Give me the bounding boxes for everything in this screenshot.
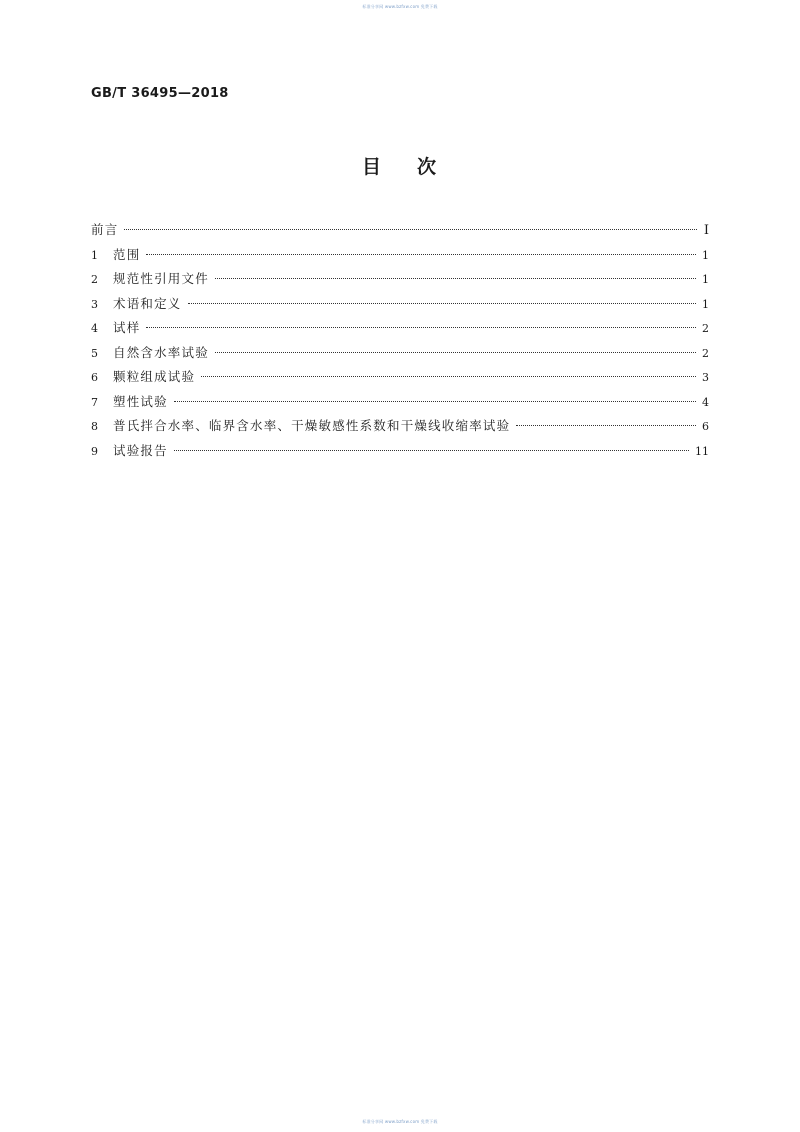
toc-entry-9[interactable]	[91, 439, 709, 464]
toc-entry-number: 9	[91, 444, 98, 458]
toc-dot-leader	[201, 376, 696, 377]
toc-entry-number: 3	[91, 297, 98, 311]
toc-dot-leader	[174, 401, 696, 402]
toc-entry-6[interactable]	[91, 365, 709, 390]
toc-entry-page: Ⅰ	[703, 223, 709, 238]
toc-entry-label: 颗粒组成试验	[113, 369, 196, 384]
toc-title-char-2: 次	[417, 156, 439, 178]
standard-code: GB/T 36495—2018	[91, 86, 229, 101]
toc-entry-8[interactable]	[91, 414, 709, 439]
toc-title-char-1: 目	[361, 156, 383, 178]
toc-entry-label: 规范性引用文件	[113, 271, 209, 286]
toc-entry-number: 1	[91, 248, 98, 262]
toc-entry-page: 1	[702, 248, 709, 262]
toc-entry-page: 2	[702, 346, 709, 360]
toc-entry-label: 塑性试验	[113, 393, 168, 409]
toc-dot-leader	[215, 352, 696, 353]
toc-entry-number: 6	[91, 371, 98, 384]
toc-entry-7[interactable]	[91, 390, 709, 415]
toc-entry-label: 试样	[113, 320, 141, 335]
toc-dot-leader	[146, 254, 696, 255]
toc-entry-number: 8	[91, 420, 98, 433]
toc-dot-leader	[215, 278, 696, 279]
toc-entry-number: 5	[91, 346, 98, 360]
toc-entry-number: 2	[91, 273, 98, 286]
toc-list	[91, 218, 709, 463]
watermark-bottom: 标准分享网 www.bzfxw.com 免费下载	[362, 1119, 438, 1124]
watermark-top: 标准分享网 www.bzfxw.com 免费下载	[362, 4, 438, 9]
toc-entry-label: 普氏拌合水率、临界含水率、干燥敏感性系数和干燥线收缩率试验	[113, 418, 511, 433]
toc-entry-label: 前言	[91, 222, 119, 237]
toc-dot-leader	[174, 450, 689, 451]
toc-entry-page: 3	[702, 371, 709, 384]
toc-entry-page: 1	[702, 273, 709, 286]
toc-dot-leader	[516, 425, 696, 426]
toc-entry-5[interactable]	[91, 341, 709, 366]
toc-entry-4[interactable]	[91, 316, 709, 341]
toc-entry-label: 自然含水率试验	[113, 344, 209, 360]
toc-entry-label: 范围	[113, 246, 141, 262]
toc-title	[0, 152, 800, 179]
toc-entry-label: 术语和定义	[113, 295, 182, 311]
toc-entry-page: 4	[702, 395, 709, 409]
toc-entry-page: 6	[702, 420, 709, 433]
toc-entry-page: 1	[702, 297, 709, 311]
toc-entry-page: 11	[695, 444, 709, 458]
toc-dot-leader	[188, 303, 696, 304]
toc-entry-2[interactable]	[91, 267, 709, 292]
toc-entry-preface[interactable]	[91, 218, 709, 243]
toc-entry-number: 7	[91, 395, 98, 409]
toc-dot-leader	[124, 229, 697, 230]
toc-entry-3[interactable]	[91, 292, 709, 317]
toc-dot-leader	[146, 327, 696, 328]
toc-entry-label: 试验报告	[113, 442, 168, 458]
toc-entry-number: 4	[91, 322, 98, 335]
toc-entry-page: 2	[702, 322, 709, 335]
toc-entry-1[interactable]	[91, 243, 709, 268]
